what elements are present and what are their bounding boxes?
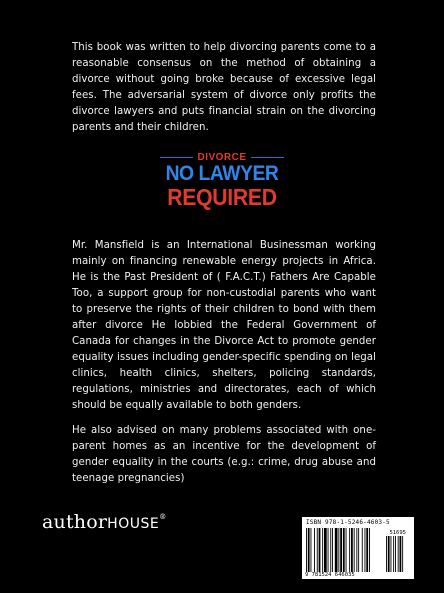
barcode-addon-bar	[402, 536, 403, 572]
barcode-bar	[362, 528, 363, 572]
barcode-bar	[346, 528, 347, 572]
barcode-addon-bar	[398, 536, 399, 572]
logo-required: REQUIRED	[167, 184, 277, 210]
barcode-bar	[343, 528, 345, 572]
barcode-bar	[340, 528, 342, 572]
barcode-addon-bar	[386, 536, 387, 572]
barcode-bar	[330, 528, 331, 572]
advice-paragraph: He also advised on many problems associated with one-parent homes as an incentive for the development of gender equality in the courts (e.g.: crime, drug abuse and teenage pregnancies)	[72, 425, 376, 484]
barcode-addon-bar	[391, 536, 392, 572]
isbn-text	[306, 519, 390, 526]
barcode-bar	[365, 528, 366, 572]
barcode-addon-bar	[400, 536, 402, 572]
barcode-bar	[332, 528, 333, 572]
barcode-bar	[335, 528, 338, 572]
barcode-bar	[349, 528, 350, 572]
barcode-bar	[324, 528, 327, 572]
divorce-no-lawyer-required-logo	[160, 151, 284, 219]
barcode-bar	[308, 528, 310, 572]
barcode-bar	[322, 528, 323, 572]
barcode-bars	[306, 528, 410, 572]
publisher-name-house: HOUSE	[107, 516, 160, 532]
intro-paragraph: This book was written to help divorcing parents come to a reasonable consensus on the method of obtaining a divorce without going broke because of excessive legal fees. The adversarial system of divorce only profits the divorce lawyers and puts financial strain on the divorcing parents and their children.	[72, 42, 376, 133]
logo-left-rule	[160, 157, 193, 158]
barcode-addon-number: 51695	[389, 530, 406, 536]
barcode-bar	[319, 528, 321, 572]
registered-mark: ®	[159, 513, 167, 521]
barcode-bar	[338, 528, 339, 572]
barcode-bar	[328, 528, 329, 572]
logo-no-lawyer: NO LAWYER	[165, 162, 279, 185]
author-bio-paragraph: Mr. Mansfield is an International Businessman working mainly on financing renewable energy projects in Africa. He is the Past President of ( F.A.C.T.) Fathers Are Capable Too, a support group for non-custodial parents who want to preserve the rights of their children to bond with them after divorce He lobbied the Federal Government of Canada for changes in the Divorce Act to promote gender equality issues including gender-specific spending on legal clinics, health clinics, shelters, policing standards, regulations, ministries and directorates, each of which should be equally available to both genders.	[72, 240, 376, 411]
barcode-bar	[317, 528, 318, 572]
barcode-bar	[358, 528, 359, 572]
barcode-bar	[306, 528, 307, 572]
barcode-bar	[366, 528, 368, 572]
barcode-bar	[351, 528, 353, 572]
logo-divorce-word: DIVORCE	[197, 151, 247, 163]
barcode-addon-bar	[388, 536, 390, 572]
publisher-name-author: author	[42, 511, 108, 533]
logo-right-rule	[251, 157, 284, 158]
barcode-addon-bar	[393, 536, 394, 572]
barcode-bar	[369, 528, 370, 572]
barcode-bar	[356, 528, 357, 572]
barcode-digits: 9 781524 646035	[305, 572, 355, 578]
publisher-logo	[42, 511, 166, 533]
isbn-number: ISBN 978-1-5246-4603-5	[306, 519, 390, 526]
barcode-addon-bar	[395, 536, 396, 572]
barcode-bar	[311, 528, 312, 572]
barcode-bar	[314, 528, 315, 572]
barcode-bar	[354, 528, 355, 572]
isbn-barcode	[302, 517, 414, 579]
